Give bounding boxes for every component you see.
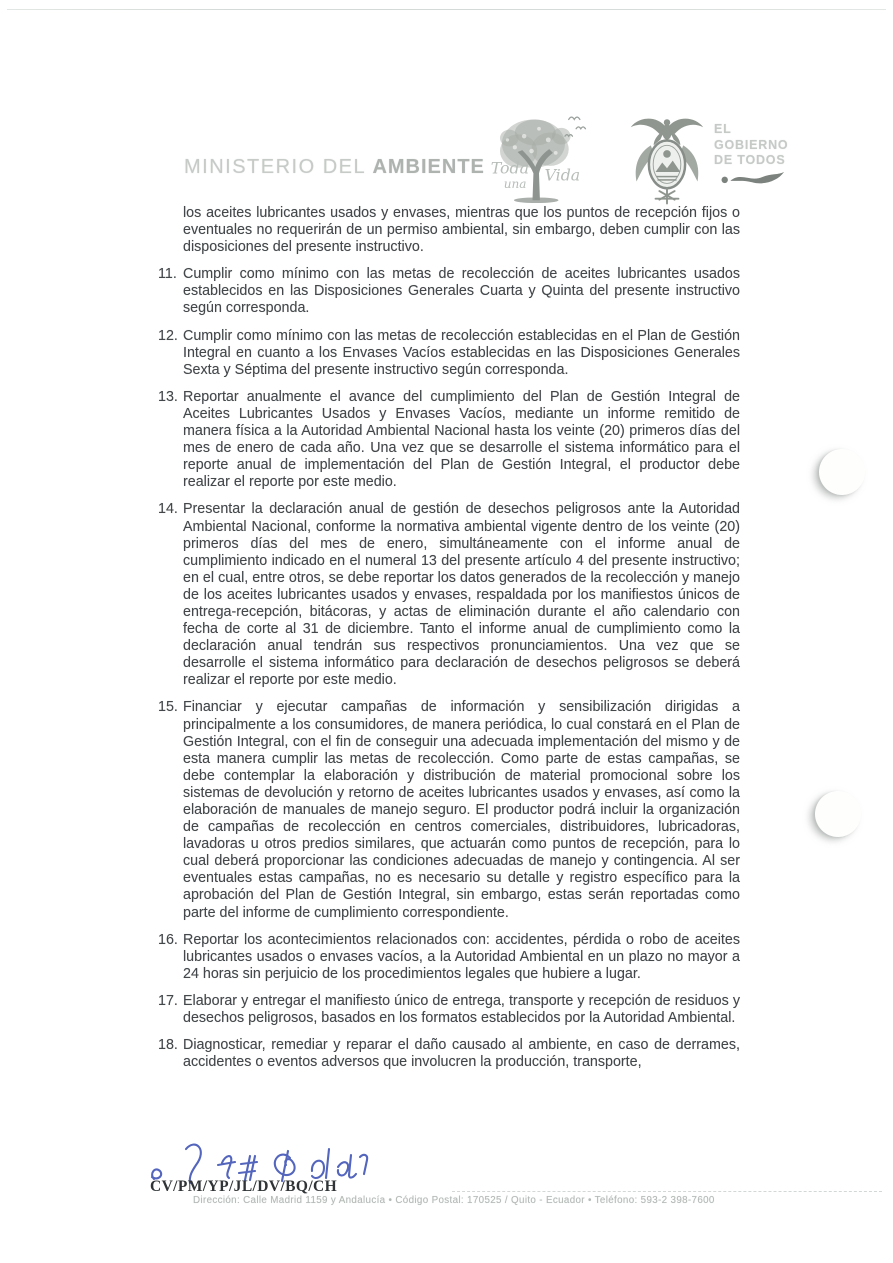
letterhead (0, 0, 893, 215)
list-item (158, 501, 740, 689)
numbered-list (158, 266, 740, 1071)
tree-logo-word-una: una (503, 177, 527, 192)
ecuador-coat-of-arms-icon (624, 111, 710, 218)
item-text: Reportar los acontecimientos relacionados con: accidentes, pérdida o robo de aceites lubricantes usados o envases vacíos, a la Autoridad Ambiental en un plazo no mayor a 24 horas sin perjuicio de los procedimientos legales que hubiere a lugar. (183, 931, 740, 982)
item-number: 11. (158, 266, 177, 283)
item-number: 13. (158, 388, 178, 405)
gobierno-de-todos-logo (714, 122, 798, 191)
item-text: Financiar y ejecutar campañas de información y sensibilización dirigidas a principalmente a los consumidores, de manera periódica, lo cual constará en el Plan de Gestión Integral, con el fin de conseguir una adecuada implementación del mismo y de esta manera cumplir las metas de recolección. Como parte de estas campañas, se debe contemplar la elaboración y distribución de material promocional sobre los sistemas de devolución y retorno de aceites lubricantes usados y envases, así como la elaboración de manuales de manejo seguro. El productor podrá incluir la organización de campañas de recolección en centros comerciales, distribuidores, lubricadoras, lavadoras u otros predios similares, que actuarán como puntos de recepción, para lo cual deberá proporcionar las condiciones adecuadas de manejo y contingencia. Al ser eventuales estas campañas, no es necesario su detalle y registro específico para la aprobación del Plan de Gestión Integral, sin embargo, estas serán reportadas como parte del informe de cumplimiento correspondiente. (183, 699, 740, 921)
tree-logo-word-vida: Vida (544, 165, 581, 185)
footer-address: Dirección: Calle Madrid 1159 y Andalucía • Código Postal: 170525 / Quito - Ecuador • Teléfono: 593-2 398-7600 (193, 1195, 715, 1206)
toda-una-vida-tree-logo-icon (487, 112, 591, 209)
punch-hole-mark (815, 791, 861, 837)
list-item (158, 266, 740, 317)
item-text: Elaborar y entregar el manifiesto único de entrega, transporte y recepción de residuos y desechos peligrosos, basados en los formatos establecidos por la Autoridad Ambiental. (183, 992, 740, 1027)
swoosh-icon (720, 176, 786, 190)
item-number: 17. (158, 992, 178, 1009)
item-number: 16. (158, 931, 178, 948)
tree-logo-word-toda: Toda (490, 158, 529, 178)
elaboration-initials: CV/PM/YP/JL/DV/BQ/CH (150, 1178, 338, 1195)
item-text: Reportar anualmente el avance del cumplimiento del Plan de Gestión Integral de Aceites Lubricantes Usados y Envases Vacíos, mediante un informe remitido de manera física a la Autoridad Ambiental Nacional hasta los veinte (20) primeros días del mes de enero de cada año. Una vez que se desarrolle el sistema informático para el reporte anual de implementación del Plan de Gestión Integral, el productor debe realizar el reporte por este medio. (183, 388, 740, 491)
item-text: Presentar la declaración anual de gestión de desechos peligrosos ante la Autoridad Ambiental Nacional, conforme la normativa ambiental vigente dentro de los veinte (20) primeros días del mes de enero, simultáneamente con el informe anual de cumplimiento indicado en el numeral 13 del presente artículo 4 del presente instructivo; en el cual, entre otros, se debe reportar los datos generados de la recolección y manejo de los aceites lubricantes usados y envases, respaldada por los manifiestos únicos de entrega-recepción, bitácoras, y actas de eliminación durante el año calendario con fecha de corte al 31 de diciembre. Tanto el informe anual de cumplimiento como la declaración anual tendrán sus respectivos pronunciamientos. Una vez que se desarrolle el sistema informático para declaración de desechos peligrosos se deberá realizar el reporte por este medio. (183, 501, 740, 689)
item-number: 15. (158, 699, 178, 716)
item-number: 14. (158, 501, 178, 518)
item-text: Diagnosticar, remediar y reparar el daño causado al ambiente, en caso de derrames, accidentes o eventos adversos que involucren la producción, transporte, (183, 1037, 740, 1071)
item-text: Cumplir como mínimo con las metas de recolección establecidas en el Plan de Gestión Integral en cuanto a los Envases Vacíos establecidas en las Disposiciones Generales Sexta y Séptima del presente instructivo según corresponda. (183, 327, 740, 378)
document-body (158, 205, 740, 1081)
gobierno-line-1: EL (714, 122, 732, 136)
item-text: Cumplir como mínimo con las metas de recolección de aceites lubricantes usados establecidos en las Disposiciones Generales Cuarta y Quinta del presente instructivo según corresponda. (183, 266, 740, 317)
ministry-logo-text (184, 156, 485, 179)
gobierno-line-3: DE TODOS (714, 153, 786, 167)
gobierno-line-2: GOBIERNO (714, 137, 789, 152)
list-item (158, 328, 740, 379)
ministry-name: AMBIENTE (372, 156, 485, 178)
list-item (158, 993, 740, 1027)
list-item (158, 389, 740, 492)
dashed-separator-line (452, 1191, 882, 1192)
list-item (158, 1037, 740, 1071)
punch-hole-mark (819, 449, 865, 495)
ministry-prefix: MINISTERIO DEL (184, 156, 373, 178)
list-item (158, 932, 740, 983)
paragraph-continuation: los aceites lubricantes usados y envases, mientras que los puntos de recepción fijos o eventuales no requerirán de un permiso ambiental, sin embargo, deben cumplir con las disposiciones del presente instructivo. (183, 205, 740, 256)
list-item (158, 699, 740, 921)
item-number: 12. (158, 327, 178, 344)
item-number: 18. (158, 1037, 178, 1054)
